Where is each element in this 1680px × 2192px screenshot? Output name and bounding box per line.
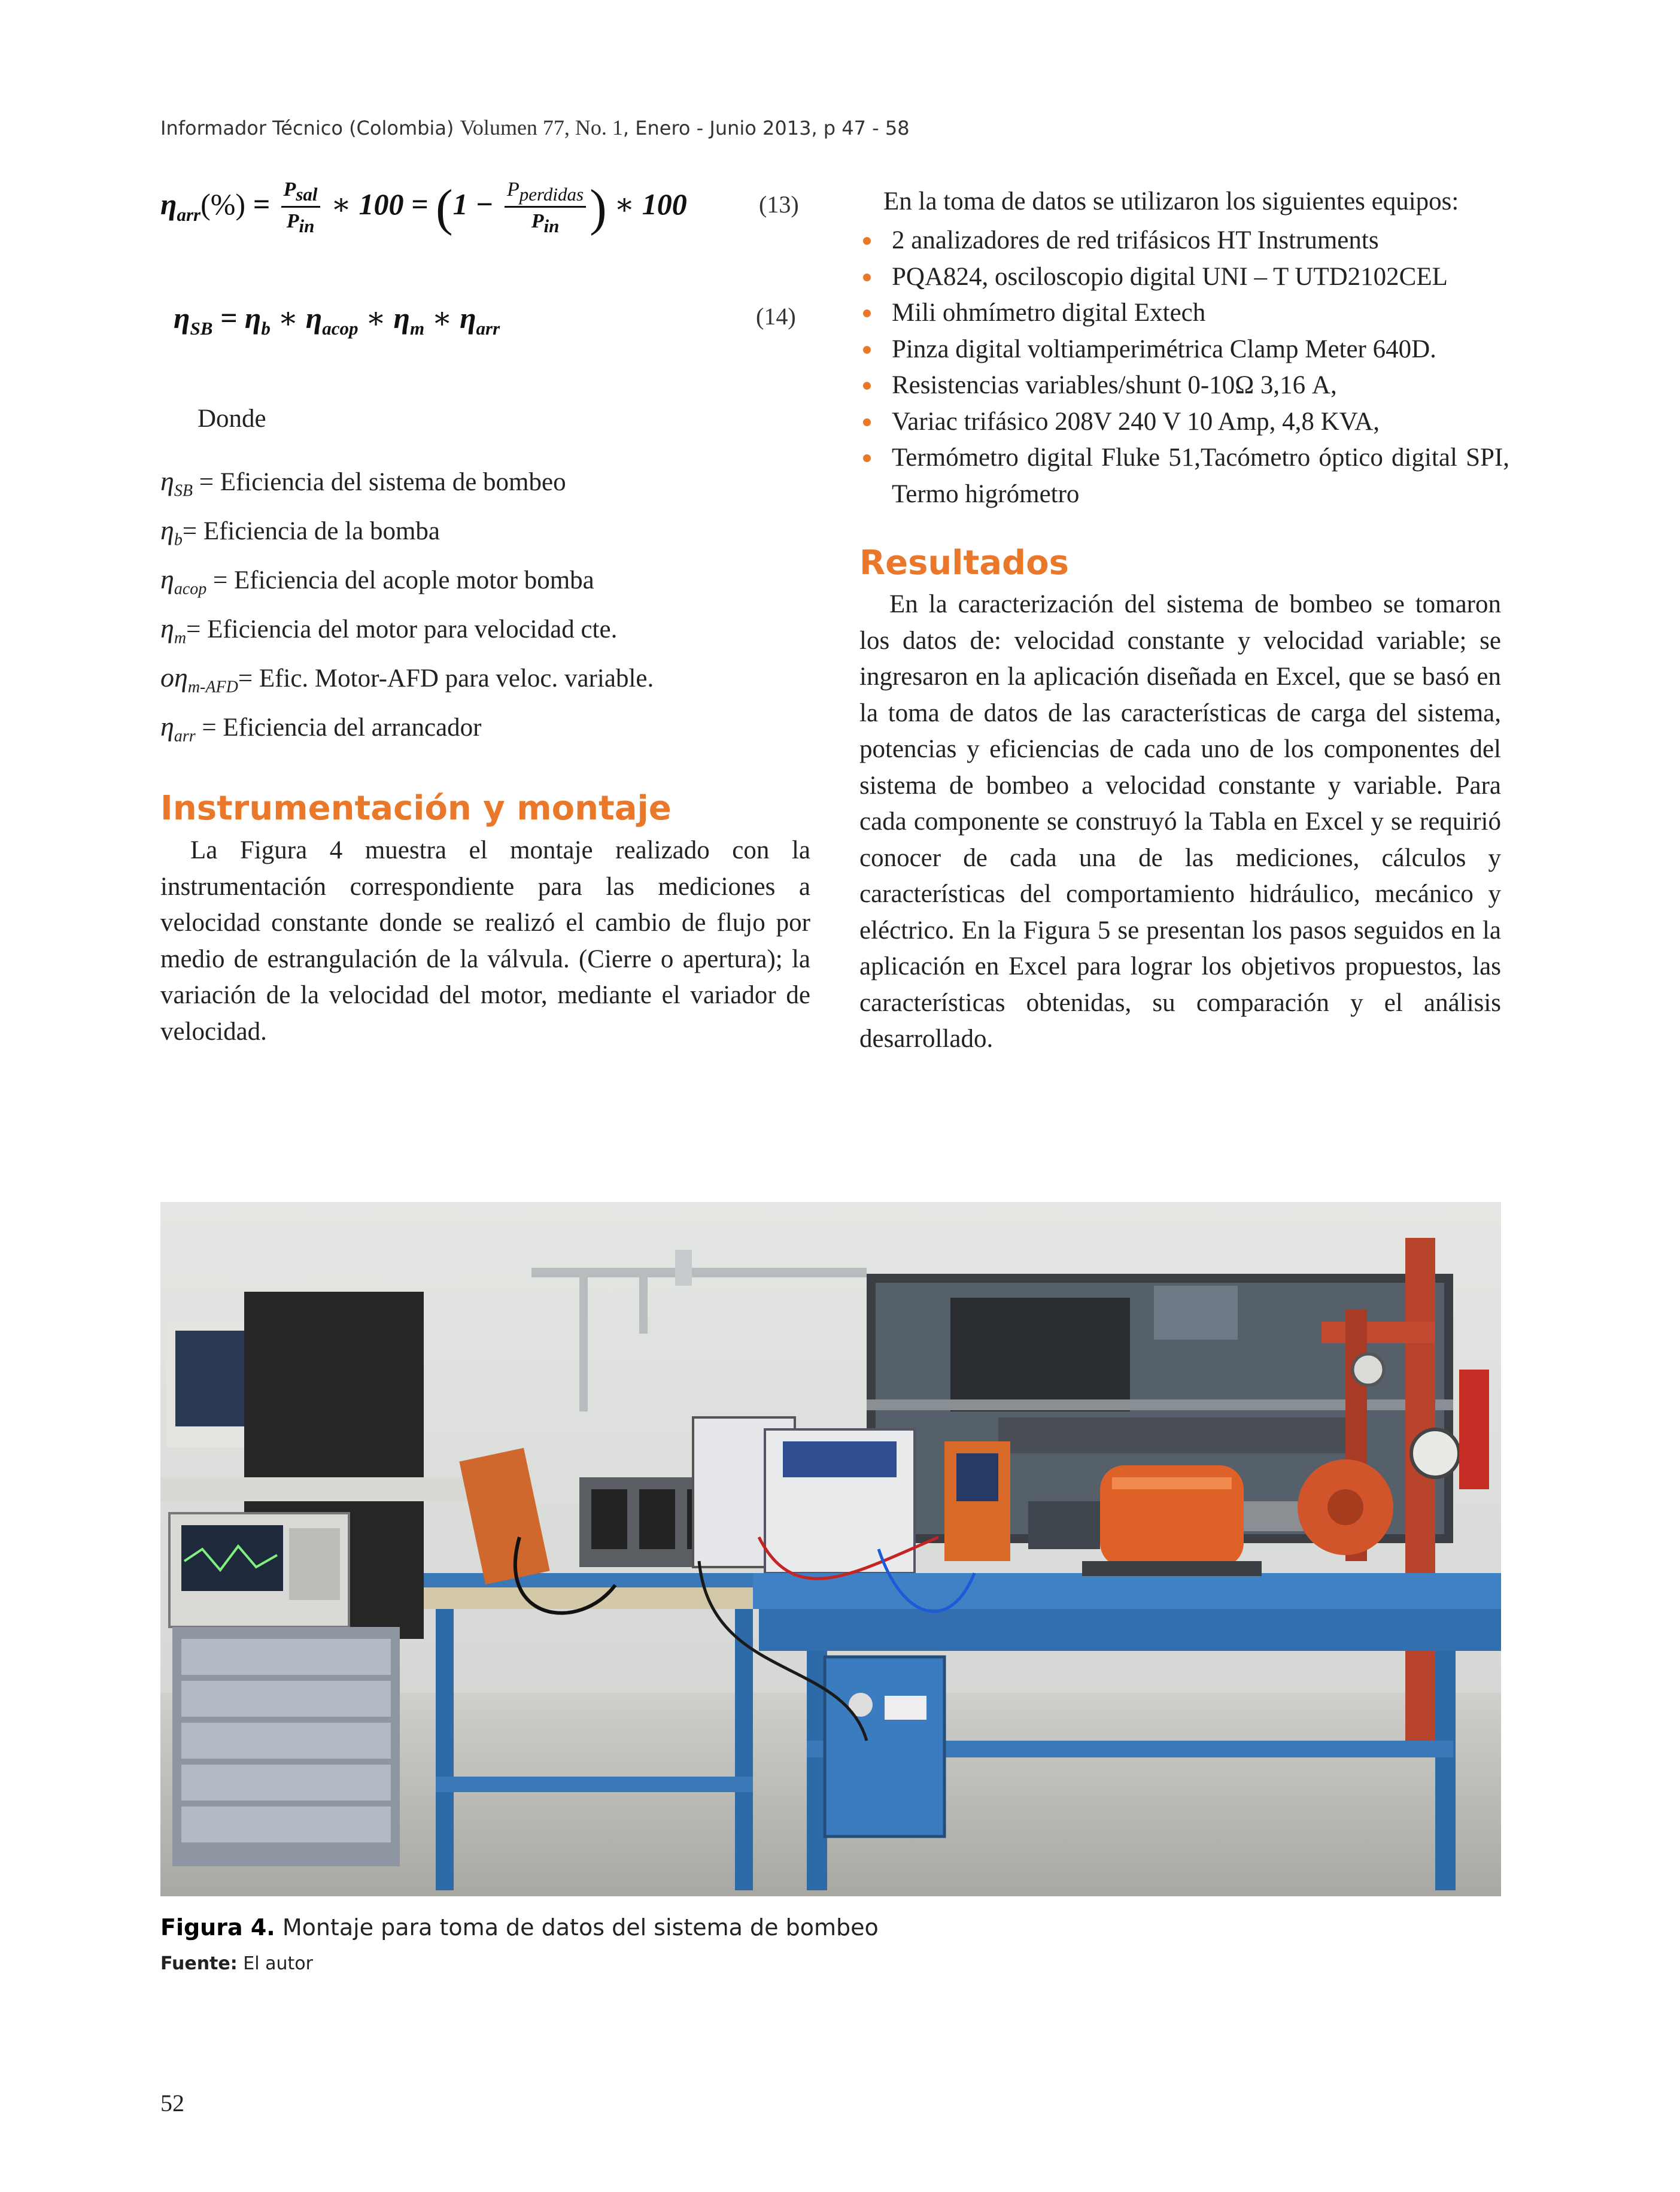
- definition-item: $o\eta_{m-AFD}=$ Efic. Motor-AFD para veloc. variable.: [160, 662, 654, 697]
- definition-item: $\eta_{arr}$ = Eficiencia del arrancador: [160, 711, 482, 746]
- source-label: Fuente:: [160, 1953, 238, 1974]
- list-item: 2 analizadores de red trifásicos HT Instruments: [859, 223, 1509, 259]
- equation-13-number: (13): [759, 191, 799, 218]
- source-text: El autor: [237, 1953, 313, 1974]
- header-volume: Volumen 77, No. 1: [460, 116, 623, 139]
- figure-4-photo: [160, 1202, 1501, 1896]
- list-item: Variac trifásico 208V 240 V 10 Amp, 4,8 KVA,: [859, 404, 1509, 441]
- page-number: 52: [160, 2090, 184, 2117]
- caption-label: Figura 4.: [160, 1914, 275, 1941]
- definition-item: $\eta_m=$ Eficiencia del motor para velocidad cte.: [160, 613, 618, 648]
- figure-source: [160, 1953, 313, 1974]
- list-item: Mili ohmímetro digital Extech: [859, 295, 1509, 332]
- definition-item: $\eta_{SB}$ = Eficiencia del sistema de bombeo: [160, 466, 566, 500]
- section-title-instrumentacion: Instrumentación y montaje: [160, 789, 672, 828]
- header-journal: Informador Técnico (Colombia): [160, 117, 460, 139]
- donde-label: Donde: [198, 405, 266, 433]
- definition-item: $\eta_{acop}$ = Eficiencia del acople motor bomba: [160, 564, 594, 599]
- section-title-resultados: Resultados: [859, 544, 1069, 582]
- header-dates: , Enero - Junio 2013, p 47 - 58: [622, 117, 910, 139]
- equation-14: $\eta_{SB} = \eta_b$ ∗ $\eta_{acop}$ ∗ $\eta_m$ ∗ $\eta_{arr}$: [174, 301, 500, 339]
- equipment-intro: En la toma de datos se utilizaron los siguientes equipos:: [883, 187, 1459, 215]
- list-item: Resistencias variables/shunt 0-10Ω 3,16 A,: [859, 368, 1509, 404]
- equipment-list: [859, 223, 1509, 512]
- lab-setup-illustration: [160, 1202, 1501, 1896]
- equation-13: $\eta_{arr}(\%)$ = $\frac{P_{sal}}{P_{in}}$ ∗ 100 = (1 − $\frac{P_{perdidas}}{P_{in}}$ ) ∗ 100: [160, 178, 687, 236]
- figure-caption: [160, 1914, 879, 1941]
- caption-text: Montaje para toma de datos del sistema de bombeo: [275, 1914, 879, 1941]
- equation-14-number: (14): [756, 303, 796, 330]
- list-item: Pinza digital voltiamperimétrica Clamp Meter 640D.: [859, 332, 1509, 368]
- list-item: Termómetro digital Fluke 51,Tacómetro óptico digital SPI, Termo higrómetro: [859, 440, 1509, 512]
- paragraph-resultados: En la caracterización del sistema de bombeo se tomaron los datos de: velocidad constante y velocidad variable; se ingresaron en la aplicación diseñada en Excel, que se basó en la toma de datos de las características de carga del sistema, potencias y eficiencias de cada uno de los componentes del sistema de bombeo a velocidad constante y variable. Para cada componente se construyó la Tabla en Excel y se requirió conocer de cada una de las mediciones, cálculos y características del comportamiento hidráulico, mecánico y eléctrico. En la Figura 5 se presentan los pasos seguidos en la aplicación en Excel para lograr los objetivos propuestos, las características obtenidas, su comparación y el análisis desarrollado.: [859, 590, 1501, 1053]
- list-item: PQA824, osciloscopio digital UNI – T UTD2102CEL: [859, 259, 1509, 296]
- definitions-list: [160, 465, 654, 760]
- definition-item: $\eta_b=$ Eficiencia de la bomba: [160, 515, 440, 549]
- paragraph-instrumentacion: La Figura 4 muestra el montaje realizado con la instrumentación correspondiente para las mediciones a velocidad constante donde se realizó el cambio de flujo por medio de estrangulación de la válvula. (Cierre o apertura); la variación de la velocidad del motor, mediante el variador de velocidad.: [160, 836, 810, 1046]
- running-header: [160, 115, 910, 140]
